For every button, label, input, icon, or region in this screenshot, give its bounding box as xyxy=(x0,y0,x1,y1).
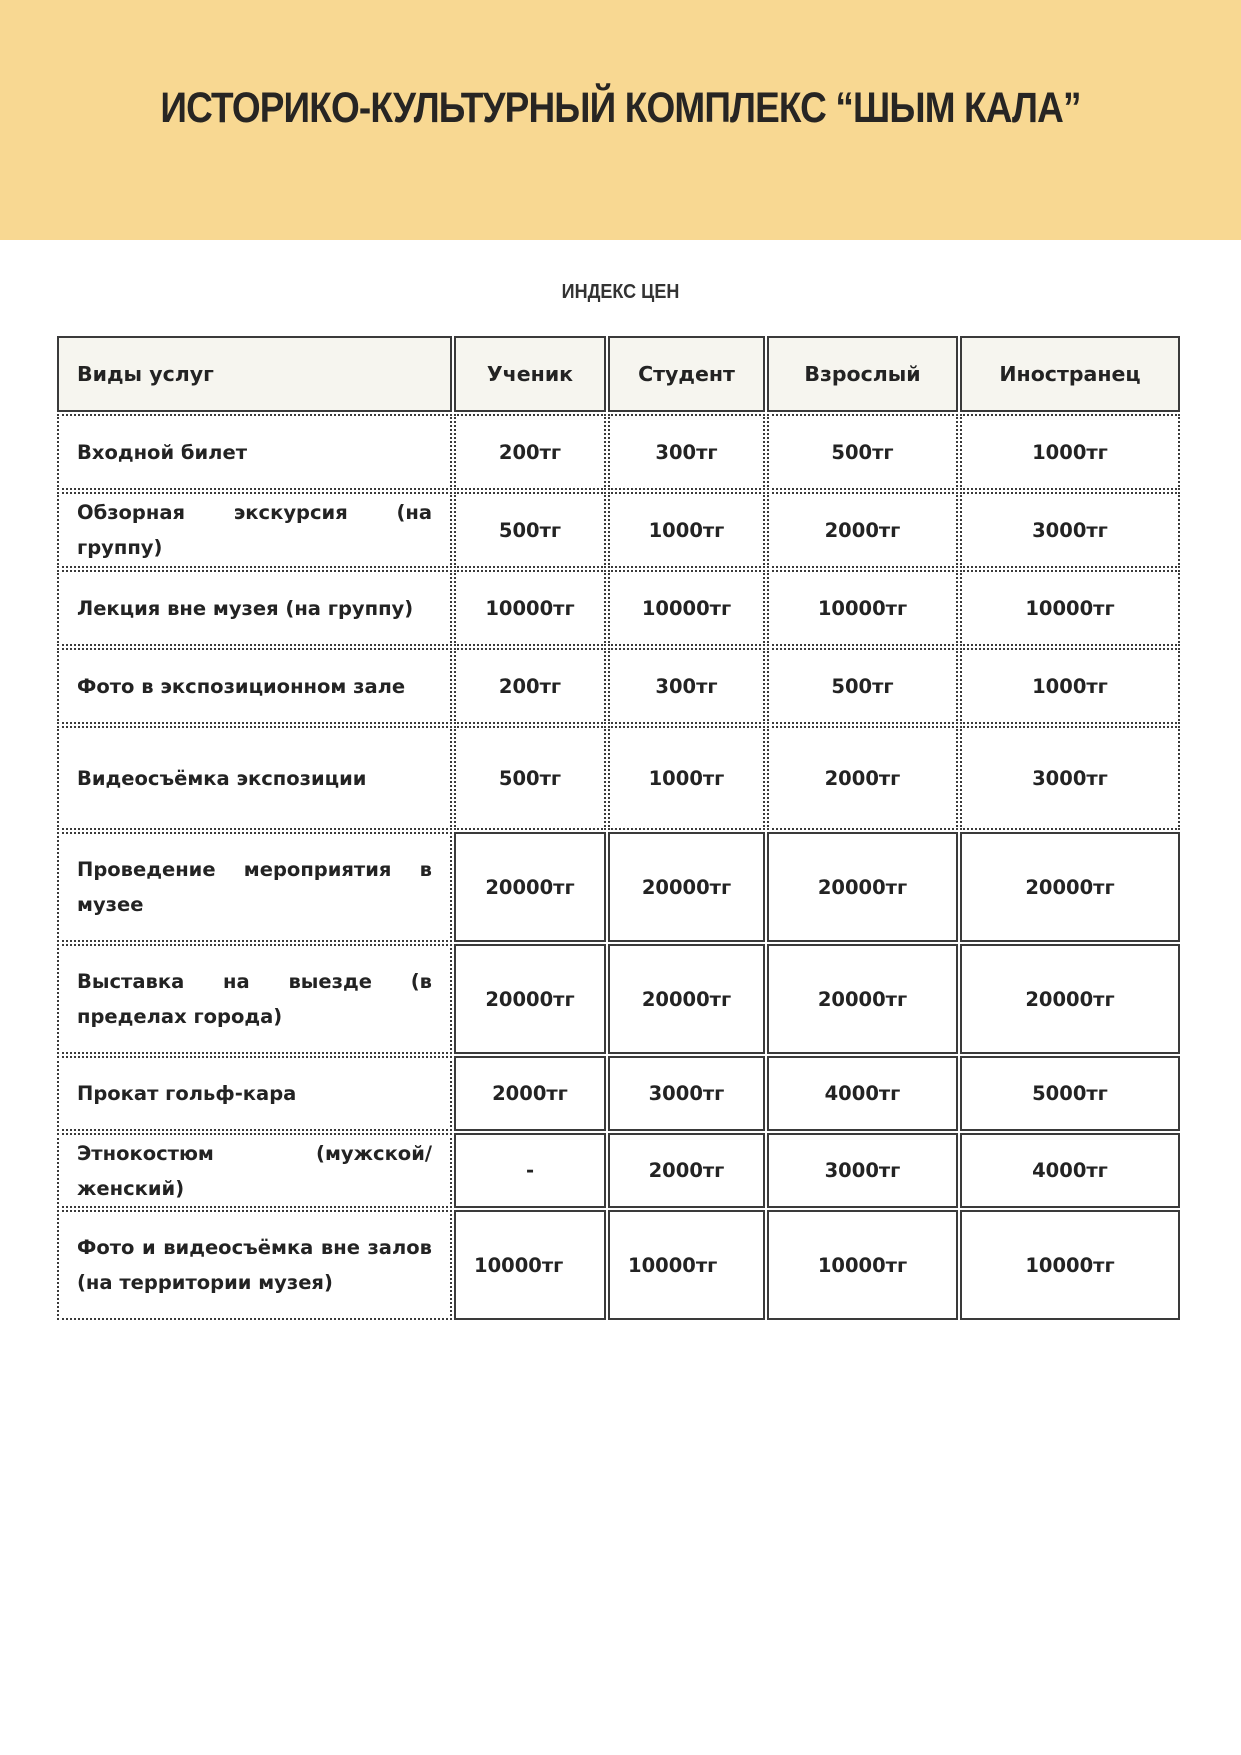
price-cell-adult: 4000тг xyxy=(767,1056,958,1131)
price-cell-adult: 10000тг xyxy=(767,1210,958,1320)
price-cell-student: 3000тг xyxy=(608,1056,765,1131)
price-cell-pupil: 2000тг xyxy=(454,1056,606,1131)
price-cell-pupil: 20000тг xyxy=(454,944,606,1054)
table-row xyxy=(57,414,1180,490)
service-cell: Прокат гольф-кара xyxy=(57,1056,452,1131)
column-header-student: Студент xyxy=(608,336,765,412)
price-cell-adult: 3000тг xyxy=(767,1133,958,1208)
table-row xyxy=(57,1133,1180,1208)
price-cell-adult: 2000тг xyxy=(767,726,958,830)
price-cell-pupil: 20000тг xyxy=(454,832,606,942)
price-cell-pupil: 10000тг xyxy=(454,570,606,646)
table-row xyxy=(57,832,1180,942)
price-cell-pupil: 200тг xyxy=(454,414,606,490)
price-cell-foreigner: 20000тг xyxy=(960,944,1180,1054)
table-row xyxy=(57,726,1180,830)
column-header-foreigner: Иностранец xyxy=(960,336,1180,412)
table-header-row xyxy=(57,336,1180,412)
table-row xyxy=(57,492,1180,568)
price-cell-foreigner: 4000тг xyxy=(960,1133,1180,1208)
price-cell-adult: 20000тг xyxy=(767,944,958,1054)
price-cell-foreigner: 1000тг xyxy=(960,648,1180,724)
price-cell-adult: 2000тг xyxy=(767,492,958,568)
price-cell-pupil: 10000тг xyxy=(454,1210,606,1320)
price-cell-student: 300тг xyxy=(608,414,765,490)
price-cell-student: 1000тг xyxy=(608,492,765,568)
price-cell-student: 300тг xyxy=(608,648,765,724)
price-cell-foreigner: 1000тг xyxy=(960,414,1180,490)
price-cell-adult: 20000тг xyxy=(767,832,958,942)
price-cell-foreigner: 5000тг xyxy=(960,1056,1180,1131)
price-cell-pupil: 500тг xyxy=(454,726,606,830)
table-caption: ИНДЕКС ЦЕН xyxy=(561,281,680,303)
service-cell: Выставка на выезде (в пределах города) xyxy=(57,944,452,1054)
price-cell-foreigner: 3000тг xyxy=(960,492,1180,568)
table-row xyxy=(57,1210,1180,1320)
column-header-service: Виды услуг xyxy=(57,336,452,412)
price-cell-pupil: 200тг xyxy=(454,648,606,724)
price-cell-foreigner: 20000тг xyxy=(960,832,1180,942)
price-cell-adult: 10000тг xyxy=(767,570,958,646)
table-row xyxy=(57,944,1180,1054)
service-cell: Фото и видеосъёмка вне залов (на территории музея) xyxy=(57,1210,452,1320)
price-cell-student: 10000тг xyxy=(608,1210,765,1320)
service-cell: Проведение мероприятия в музее xyxy=(57,832,452,942)
document-title: ИСТОРИКО-КУЛЬТУРНЫЙ КОМПЛЕКС “ШЫМ КАЛА” xyxy=(160,84,1081,132)
price-cell-student: 20000тг xyxy=(608,944,765,1054)
price-cell-foreigner: 10000тг xyxy=(960,570,1180,646)
table-row xyxy=(57,1056,1180,1131)
price-cell-student: 2000тг xyxy=(608,1133,765,1208)
price-cell-adult: 500тг xyxy=(767,648,958,724)
service-cell: Этнокостюм (мужской/женский) xyxy=(57,1133,452,1208)
price-cell-foreigner: 3000тг xyxy=(960,726,1180,830)
service-cell: Лекция вне музея (на группу) xyxy=(57,570,452,646)
service-cell: Фото в экспозиционном зале xyxy=(57,648,452,724)
price-cell-student: 1000тг xyxy=(608,726,765,830)
price-cell-student: 20000тг xyxy=(608,832,765,942)
price-cell-pupil: - xyxy=(454,1133,606,1208)
price-cell-foreigner: 10000тг xyxy=(960,1210,1180,1320)
price-cell-pupil: 500тг xyxy=(454,492,606,568)
table-row xyxy=(57,648,1180,724)
service-cell: Видеосъёмка экспозиции xyxy=(57,726,452,830)
column-header-adult: Взрослый xyxy=(767,336,958,412)
service-cell: Входной билет xyxy=(57,414,452,490)
price-cell-student: 10000тг xyxy=(608,570,765,646)
table-row xyxy=(57,570,1180,646)
price-cell-adult: 500тг xyxy=(767,414,958,490)
price-table xyxy=(55,334,1182,1322)
service-cell: Обзорная экскурсия (на группу) xyxy=(57,492,452,568)
column-header-pupil: Ученик xyxy=(454,336,606,412)
